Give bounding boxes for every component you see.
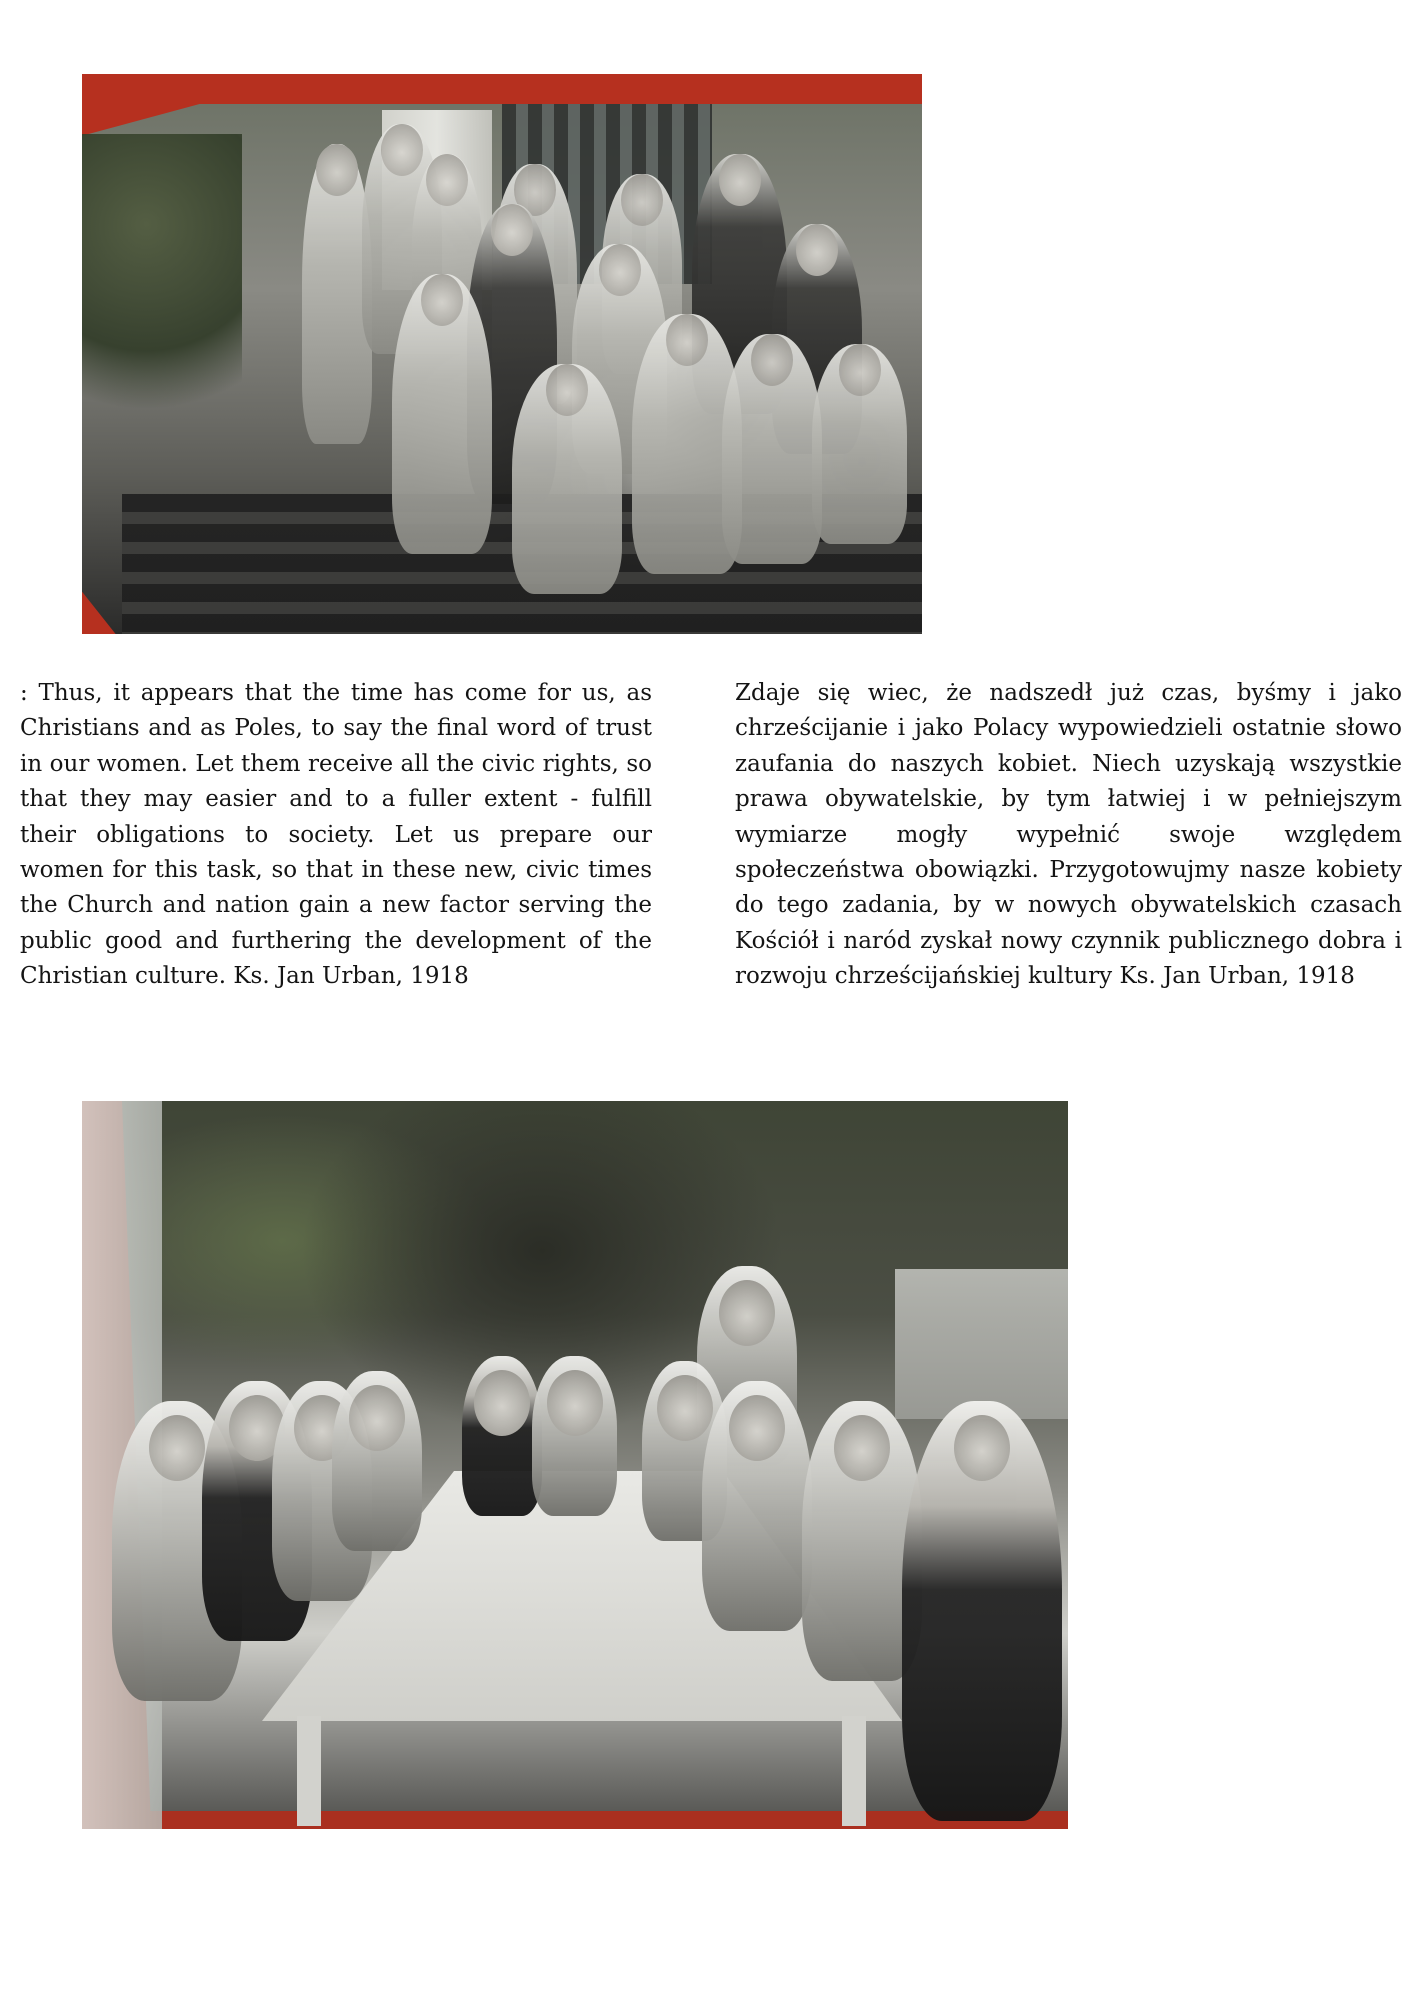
photo-figure bbox=[902, 1401, 1062, 1821]
photo-figure bbox=[532, 1356, 617, 1516]
photo-sign-board bbox=[895, 1269, 1068, 1419]
photo-figure bbox=[702, 1381, 812, 1631]
photo-figure bbox=[332, 1371, 422, 1551]
quote-english: : Thus, it appears that the time has come for us, as Christians and as Poles, to say the final word of trust in our women. Let them receive all the civic rights, so that they may easier and to a fuller extent - fulfill their obligations to society. Let us prepare our women for this task, so that in these new, civic times the Church and nation gain a new factor serving the public good and furthering the development of the Christian culture. Ks. Jan Urban, 1918 bbox=[20, 680, 652, 990]
photo-figure bbox=[462, 1356, 542, 1516]
group-photo-nurses-at-table bbox=[82, 1101, 1068, 1829]
photo-figure bbox=[722, 334, 822, 564]
group-photo-nurses-on-steps bbox=[82, 74, 922, 634]
photo-figure bbox=[512, 364, 622, 594]
photo-table-leg bbox=[842, 1716, 866, 1826]
quote-polish: Zdaje się wiec, że nadszedł już czas, byśmy i jako chrześcijanie i jako Polacy wypowiedzieli ostatnie słowo zaufania do naszych kobiet. Niech uzyskają wszystkie prawa obywatelskie, by tym łatwiej i w pełniejszym wymiarze mogły wypełnić swoje względem społeczeństwa obowiązki. Przygotowujmy nasze kobiety do tego zadania, by w nowych obywatelskich czasach Kościół i naród zyskał nowy czynnik publicznego dobra i rozwoju chrześcijańskiej kultury Ks. Jan Urban, 1918 bbox=[735, 680, 1402, 990]
photo-table-leg bbox=[297, 1716, 321, 1826]
photo-figures bbox=[212, 94, 912, 594]
photo-figure bbox=[812, 344, 907, 544]
photo-figure bbox=[392, 274, 492, 554]
